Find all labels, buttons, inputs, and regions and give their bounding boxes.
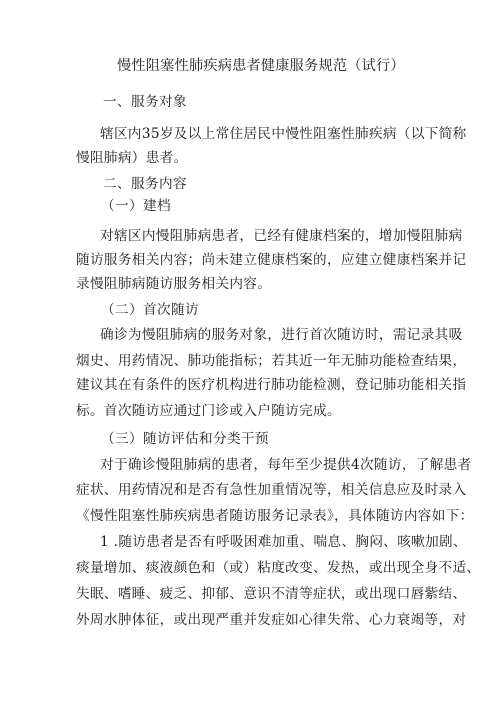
list-item-line: 失眠、嗜睡、疲乏、抑郁、意识不清等症状，或出现口唇紫结、: [76, 586, 467, 602]
paragraph-line: 随访服务相关内容；尚未建立健康档案的，应建立健康档案并记: [76, 252, 467, 268]
paragraph-line: 对于确诊慢阻肺病的患者，每年至少提供4次随访，了解患者: [100, 457, 472, 473]
section-heading-service-content: 二、服务内容: [103, 176, 187, 192]
list-item-line: 痰量增加、痰液颜色和（或）粘度改变、发热，或出现全身不适、: [76, 560, 481, 576]
subsection-heading-archive: （一）建档: [101, 198, 171, 214]
paragraph-line: 标。首次随访应通过门诊或入户随访完成。: [76, 403, 341, 419]
paragraph-line: 确诊为慢阻肺病的服务对象，进行首次随访时，需记录其吸: [100, 327, 463, 343]
paragraph-line: 烟史、用药情况、肺功能指标；若其近一年无肺功能检查结果，: [76, 353, 467, 369]
document-title: 慢性阻塞性肺疾病患者健康服务规范（试行）: [117, 58, 405, 74]
paragraph-line: 慢阻肺病）患者。: [76, 150, 188, 166]
paragraph-line: 症状、用药情况和是否有急性加重情况等，相关信息应及时录入: [76, 482, 467, 498]
section-heading-service-target: 一、服务对象: [103, 94, 187, 110]
paragraph-line: 《慢性阻塞性肺疾病患者随访服务记录表》，具体随访内容如下：: [76, 508, 474, 524]
paragraph-line: 建议其在有条件的医疗机构进行肺功能检测，登记肺功能相关指: [76, 377, 467, 393]
list-item-line: 1 .随访患者是否有呼吸困难加重、喘息、胸闷、咳嗽加剧、: [100, 534, 467, 550]
paragraph-line: 对辖区内慢阻肺病患者，已经有健康档案的，增加慢阻肺病: [100, 228, 463, 244]
paragraph-line: 录慢阻肺病随访服务相关内容。: [76, 276, 272, 292]
subsection-heading-followup: （三）随访评估和分类干预: [101, 431, 269, 447]
paragraph-line: 辖区内35岁及以上常住居民中慢性阻塞性肺疾病（以下简称: [100, 126, 467, 142]
subsection-heading-first-visit: （二）首次随访: [101, 302, 199, 318]
list-item-line: 外周水肿体征，或出现严重并发症如心律失常、心力衰竭等，对: [76, 612, 467, 628]
